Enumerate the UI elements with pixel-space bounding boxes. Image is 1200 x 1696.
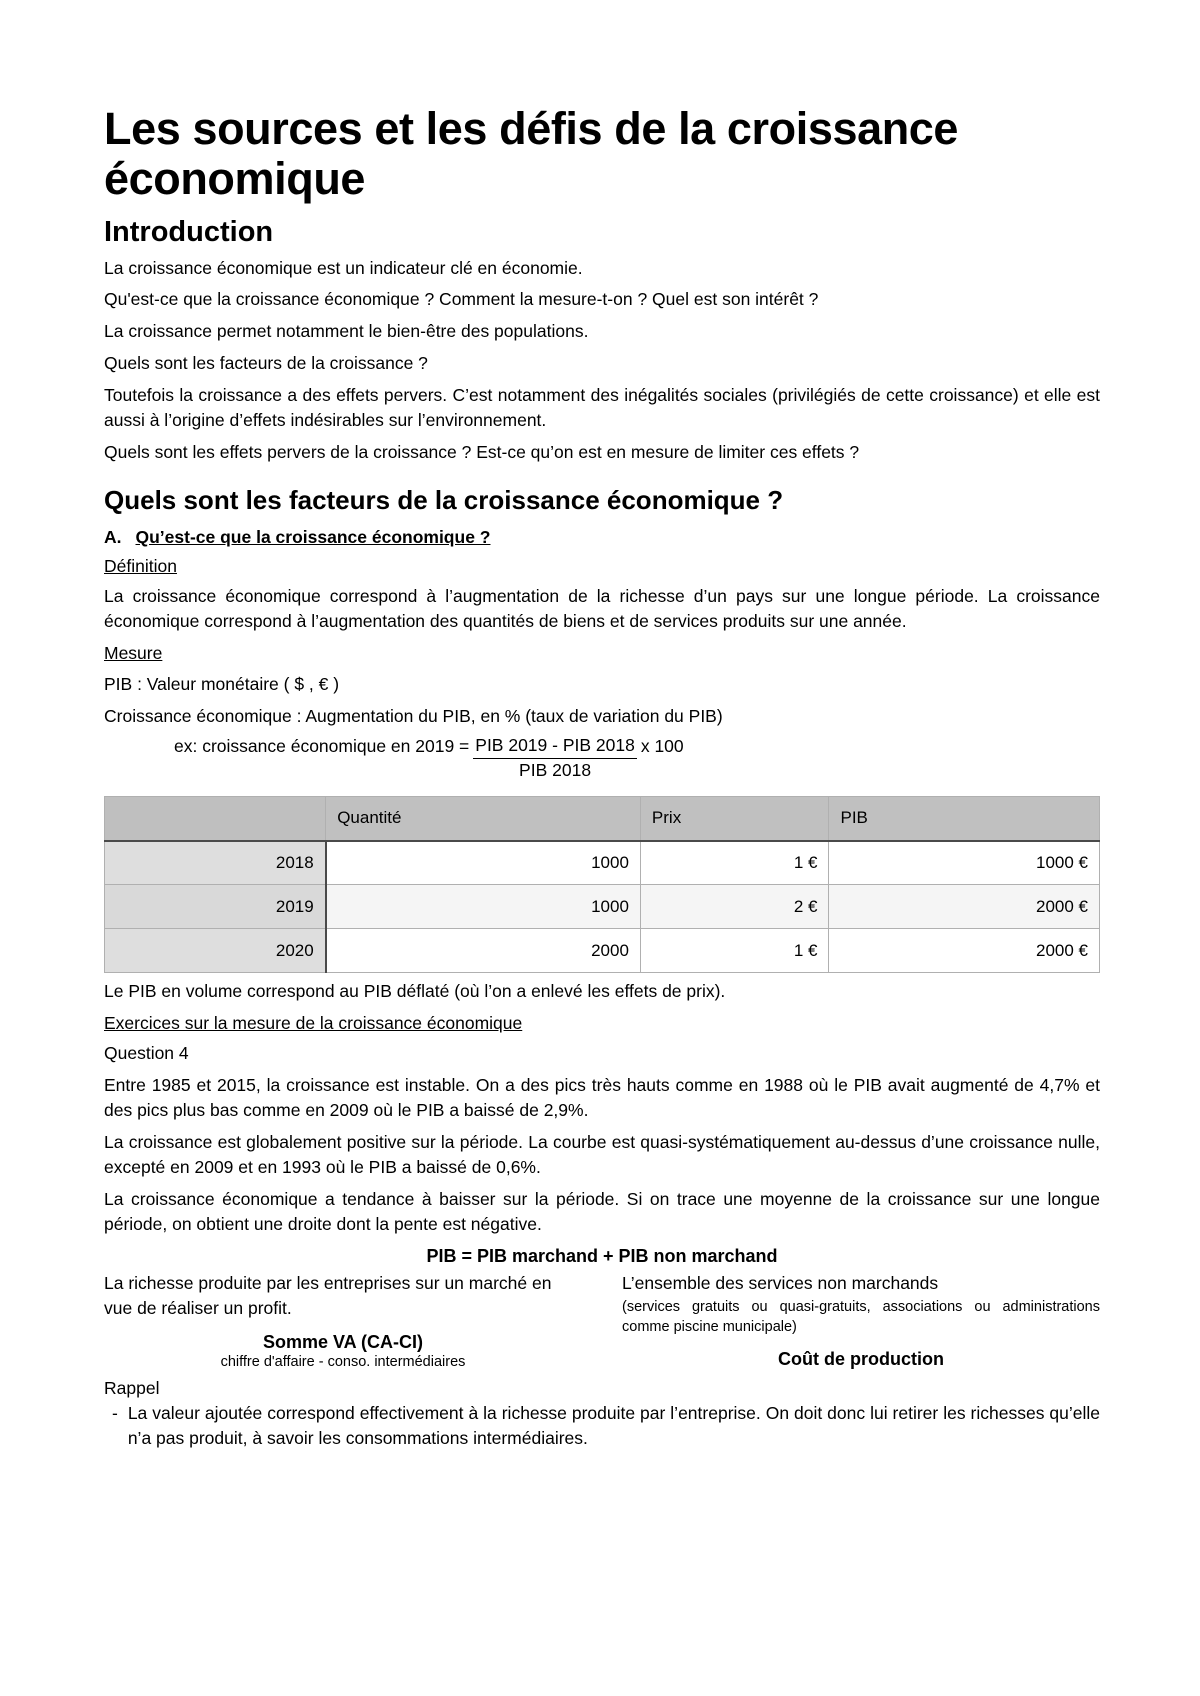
pib-non-marchand-text: L’ensemble des services non marchands (622, 1273, 939, 1294)
table-row (105, 929, 1100, 973)
rappel-bullet (112, 1401, 1100, 1451)
question-label: Question 4 (104, 1043, 189, 1064)
growth-formula (174, 735, 1100, 782)
answer-paragraph-3: La croissance économique a tendance à baisser sur la période. Si on trace une moyenne de la croissance sur une longue période, on obtient une droite dont la pente est négative. (104, 1188, 1100, 1234)
mesure-line-2: Croissance économique : Augmentation du PIB, en % (taux de variation du PIB) (104, 705, 723, 726)
heading-section-1: Quels sont les facteurs de la croissance économique ? (104, 485, 784, 516)
table-row (105, 841, 1100, 885)
pib-marchand-column (104, 1271, 582, 1370)
rappel-text: La valeur ajoutée correspond effectivement à la richesse produite par l’entreprise. On doit donc lui retirer les richesses qu’elle n’a pas produit, à savoir les consommations intermédiaires. (127, 1403, 1100, 1449)
table-header-row (105, 797, 1100, 841)
definition-text: La croissance économique correspond à l’augmentation de la richesse d’un pays sur une longue période. La croissance économique correspond à l’augmentation des quantités de biens et de services produits sur une année. (104, 586, 1100, 632)
pib-marchand-text: La richesse produite par les entreprises sur un marché en vue de réaliser un profit. (104, 1273, 552, 1318)
somme-va-detail: chiffre d'affaire - conso. intermédiaires (220, 1354, 466, 1371)
bullet-dash-icon: - (112, 1403, 118, 1424)
answer-paragraph-2: La croissance est globalement positive sur la période. La courbe est quasi-systématiquement au-dessus d’une croissance nulle, excepté en 2009 et en 1993 où le PIB a baissé de 0,6%. (104, 1131, 1100, 1177)
intro-paragraph-1: La croissance économique est un indicateur clé en économie. (104, 257, 583, 278)
cell-quantite: 1000 (326, 885, 641, 929)
pib-non-marchand-column (622, 1271, 1100, 1370)
subsection-a-header (104, 527, 1100, 548)
cell-prix: 2 € (640, 885, 829, 929)
table-header (105, 797, 1100, 841)
intro-paragraph-6: Quels sont les effets pervers de la croissance ? Est-ce qu’on est en mesure de limiter ces effets ? (104, 441, 860, 462)
table-header-pib: PIB (829, 797, 1100, 841)
exercices-label: Exercices sur la mesure de la croissance économique (104, 1012, 523, 1033)
intro-paragraph-2: Qu'est-ce que la croissance économique ? Comment la mesure-t-on ? Quel est son intérêt ? (104, 289, 819, 310)
formula-numerator: PIB 2019 - PIB 2018 (473, 735, 637, 759)
table-header-corner (105, 797, 326, 841)
cout-production-label: Coût de production (778, 1348, 944, 1369)
formula-denominator: PIB 2018 (519, 760, 592, 781)
intro-paragraph-4: Quels sont les facteurs de la croissance ? (104, 353, 428, 374)
cell-prix: 1 € (640, 841, 829, 885)
answer-paragraph-1: Entre 1985 et 2015, la croissance est instable. On a des pics très hauts comme en 1988 où le PIB avait augmenté de 4,7% et des pics plus bas comme en 2009 où le PIB a baissé de 2,9%. (104, 1075, 1100, 1121)
cell-year: 2018 (105, 841, 326, 885)
cell-prix: 1 € (640, 929, 829, 973)
intro-paragraph-5: Toutefois la croissance a des effets pervers. C’est notamment des inégalités sociales (privilégiés de cette croissance) et elle est aussi à l’origine d’effets indésirables sur l’environnement. (104, 384, 1100, 430)
cell-quantite: 1000 (326, 841, 641, 885)
cell-pib: 2000 € (829, 929, 1100, 973)
cell-quantite: 2000 (326, 929, 641, 973)
formula-fraction (473, 735, 637, 782)
subsection-letter: A. (104, 526, 122, 547)
cell-pib: 2000 € (829, 885, 1100, 929)
table-header-quantite: Quantité (326, 797, 641, 841)
mesure-label: Mesure (104, 643, 163, 664)
subsection-title: Qu’est-ce que la croissance économique ? (135, 526, 491, 547)
intro-paragraph-3: La croissance permet notamment le bien-être des populations. (104, 321, 589, 342)
cell-pib: 1000 € (829, 841, 1100, 885)
rappel-label: Rappel (104, 1378, 160, 1399)
page-title: Les sources et les défis de la croissance économique (104, 103, 959, 205)
pib-volume-note: Le PIB en volume correspond au PIB déflaté (où l’on a enlevé les effets de prix). (104, 981, 726, 1002)
pib-table (104, 796, 1100, 973)
somme-va-label: Somme VA (CA-CI) (262, 1332, 423, 1353)
cell-year: 2019 (105, 885, 326, 929)
pib-breakdown-columns (104, 1271, 1100, 1370)
pib-equation: PIB = PIB marchand + PIB non marchand (426, 1246, 778, 1267)
mesure-line-1: PIB : Valeur monétaire ( $ , € ) (104, 673, 340, 694)
cell-year: 2020 (105, 929, 326, 973)
formula-prefix: ex: croissance économique en 2019 = (174, 736, 470, 757)
table-row (105, 885, 1100, 929)
heading-introduction: Introduction (104, 215, 274, 248)
table-body (105, 841, 1100, 973)
table-header-prix: Prix (640, 797, 829, 841)
definition-label: Définition (104, 555, 177, 576)
pib-non-marchand-detail: (services gratuits ou quasi-gratuits, associations ou administrations comme piscine municipale) (622, 1298, 1100, 1335)
formula-suffix: x 100 (640, 736, 684, 757)
